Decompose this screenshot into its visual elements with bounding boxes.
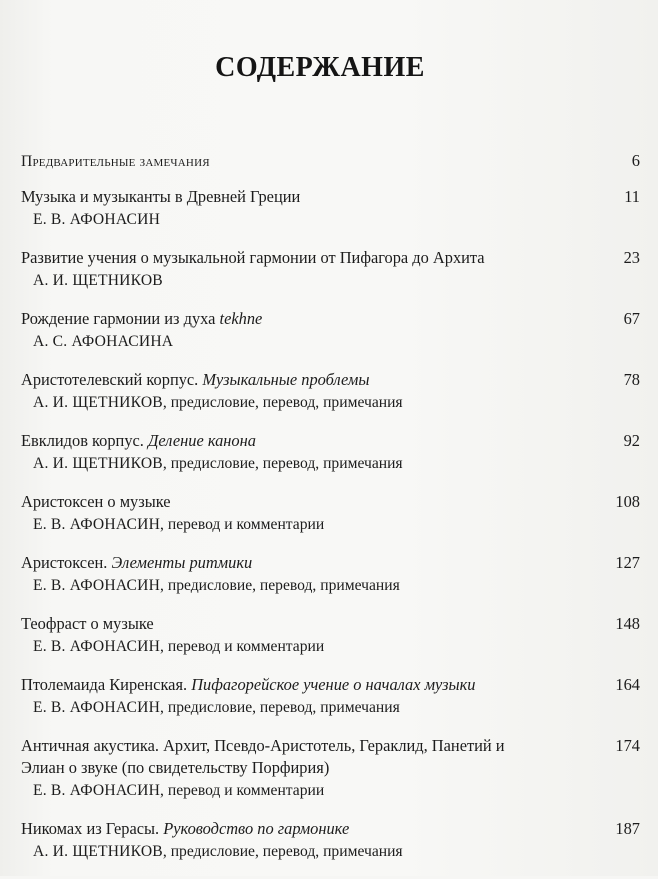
toc-entry-title: Никомах из Герасы. Руководство по гармонике [21,819,350,838]
table-of-contents [21,150,640,879]
toc-page-number: 187 [615,819,640,838]
toc-page-number: 108 [615,492,640,511]
toc-entry[interactable] [21,430,640,474]
toc-entry[interactable] [21,818,640,862]
toc-entry-author: Е. В. АФОНАСИН, перевод и комментарии [33,516,325,533]
toc-page-number: 23 [623,248,640,267]
toc-entry-author: А. И. ЩЕТНИКОВ, предисловие, перевод, примечания [33,394,403,411]
toc-entry[interactable] [21,186,640,230]
toc-entry-prelim[interactable] [21,150,640,173]
toc-entry[interactable] [21,369,640,413]
toc-entry-author: А. И. ЩЕТНИКОВ, предисловие, перевод, примечания [33,843,403,860]
toc-entry-title: Аристоксен о музыке [21,492,171,511]
toc-entry-title: Евклидов корпус. Деление канона [21,431,256,450]
toc-entry-author: Е. В. АФОНАСИН, предисловие, перевод, примечания [33,699,400,716]
toc-entry-title: Аристотелевский корпус. Музыкальные проблемы [21,370,370,389]
toc-entry-author: А. И. ЩЕТНИКОВ, предисловие, перевод, примечания [33,455,403,472]
page-title: СОДЕРЖАНИЕ [215,52,425,83]
toc-entry-title: Развитие учения о музыкальной гармонии от Пифагора до Архита [21,248,485,267]
toc-entry[interactable] [21,308,640,352]
toc-entry-title: Теофраст о музыке [21,614,154,633]
toc-entry[interactable] [21,247,640,291]
toc-entry-author: Е. В. АФОНАСИН, перевод и комментарии [33,782,325,799]
toc-page-number: 78 [623,370,640,389]
toc-entry[interactable] [21,674,640,718]
toc-page-number: 92 [623,431,640,450]
toc-entry-author: Е. В. АФОНАСИН, перевод и комментарии [33,638,325,655]
toc-entry-title: Рождение гармонии из духа tekhne [21,309,263,328]
toc-entry-title-continued: Элиан о звуке (по свидетельству Порфирия) [21,758,330,777]
toc-page-number: 148 [615,614,640,633]
toc-entry-author: А. И. ЩЕТНИКОВ [33,272,163,289]
toc-page-number: 11 [624,187,640,206]
toc-entry-author: Е. В. АФОНАСИН, предисловие, перевод, примечания [33,577,400,594]
toc-entry-title: Птолемаида Киренская. Пифагорейское учение о началах музыки [21,675,476,694]
toc-entry[interactable] [21,552,640,596]
toc-entry[interactable] [21,613,640,657]
toc-entry-author: Е. В. АФОНАСИН [33,211,161,228]
toc-page-number: 127 [615,553,640,572]
toc-entry-title: Античная акустика. Архит, Псевдо-Аристотель, Гераклид, Панетий и [21,736,505,755]
toc-page-number: 67 [623,309,640,328]
toc-entry[interactable] [21,491,640,535]
toc-entry[interactable] [21,735,640,801]
toc-page-number: 164 [615,675,640,694]
toc-page-number: 6 [631,151,640,170]
toc-entry-title: Музыка и музыканты в Древней Греции [21,187,301,206]
toc-entry-title: Предварительные замечания [21,153,210,170]
toc-entry-author: А. С. АФОНАСИНА [33,333,174,350]
toc-entry-title: Аристоксен. Элементы ритмики [21,553,253,572]
toc-page-number: 174 [615,736,640,755]
